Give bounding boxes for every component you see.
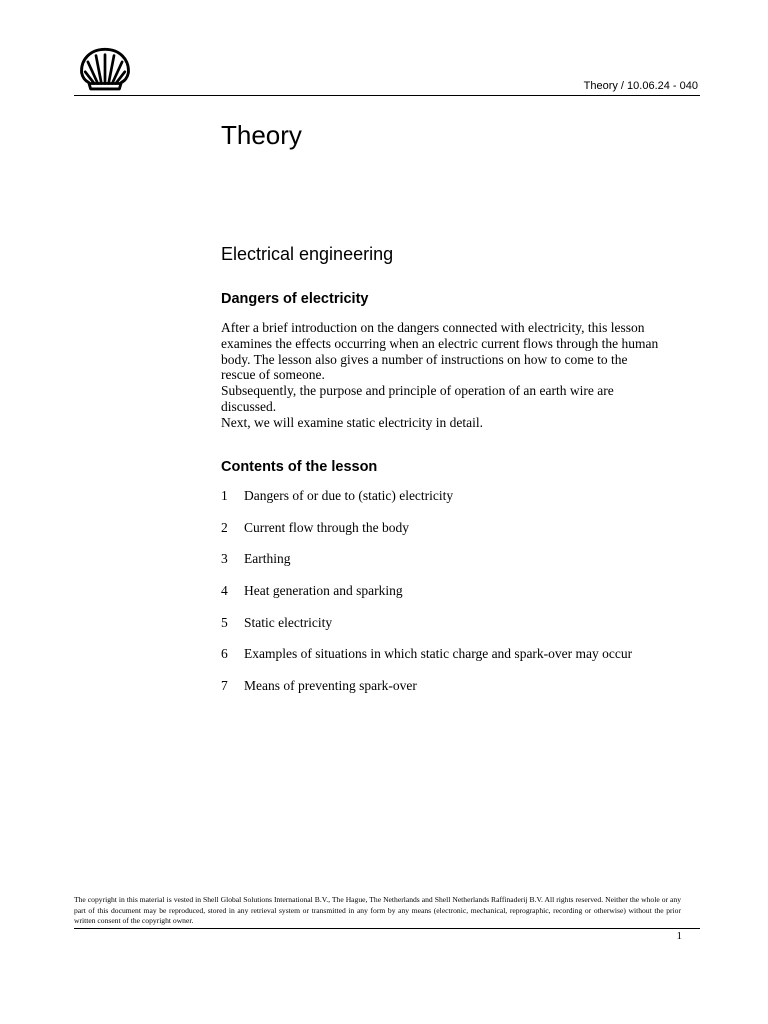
intro-line: Subsequently, the purpose and principle of operation of an earth wire are	[221, 383, 614, 399]
contents-list	[221, 488, 632, 710]
section-title: Electrical engineering	[221, 244, 394, 264]
intro-line: Next, we will examine static electricity in detail.	[221, 414, 484, 430]
copyright-notice: The copyright in this material is vested in Shell Global Solutions International B.V., The Hague, The Netherlands and Shell Netherlands Raffinaderij B.V. All rights reserved. Neither the whole or any part of this document may be reproduced, stored in any retrieval system or transmitted in any form by any means (electronic, mechanical, reprographic, recording or otherwise) without the prior written consent of the copyright owner.	[74, 895, 681, 926]
item-number: 4	[221, 583, 228, 599]
item-text: Static electricity	[244, 614, 333, 630]
intro-line: body. The lesson also gives a number of instructions on how to come to the	[221, 351, 628, 367]
intro-line: examines the effects occurring when an electric current flows through the human	[221, 335, 659, 351]
list-item	[221, 646, 632, 678]
item-number: 2	[221, 519, 228, 535]
intro-line: rescue of someone.	[221, 367, 325, 383]
page-title: Theory	[221, 120, 302, 150]
page-number: 1	[676, 930, 682, 942]
item-text: Earthing	[244, 551, 291, 567]
item-text: Heat generation and sparking	[244, 583, 403, 599]
item-number: 7	[221, 678, 228, 694]
header-divider	[74, 95, 700, 96]
item-text: Dangers of or due to (static) electricity	[244, 488, 454, 503]
list-item	[221, 488, 632, 520]
intro-line: discussed.	[221, 398, 277, 414]
document-reference: Theory / 10.06.24 - 040	[583, 80, 698, 92]
item-text: Current flow through the body	[244, 519, 409, 535]
item-number: 3	[221, 551, 228, 567]
list-item	[221, 583, 632, 615]
list-item	[221, 520, 632, 552]
intro-line: After a brief introduction on the dangers connected with electricity, this lesson	[221, 320, 645, 335]
dangers-heading: Dangers of electricity	[221, 291, 369, 307]
intro-paragraph	[221, 320, 691, 431]
item-number: 1	[221, 488, 228, 503]
footer-divider	[74, 928, 700, 929]
item-text: Examples of situations in which static charge and spark-over may occur	[244, 646, 633, 662]
item-number: 5	[221, 614, 228, 630]
list-item	[221, 615, 632, 647]
item-text: Means of preventing spark-over	[244, 678, 417, 694]
contents-heading: Contents of the lesson	[221, 459, 378, 475]
list-item	[221, 551, 632, 583]
item-number: 6	[221, 646, 228, 662]
shell-logo-icon	[78, 46, 132, 94]
list-item	[221, 678, 632, 710]
